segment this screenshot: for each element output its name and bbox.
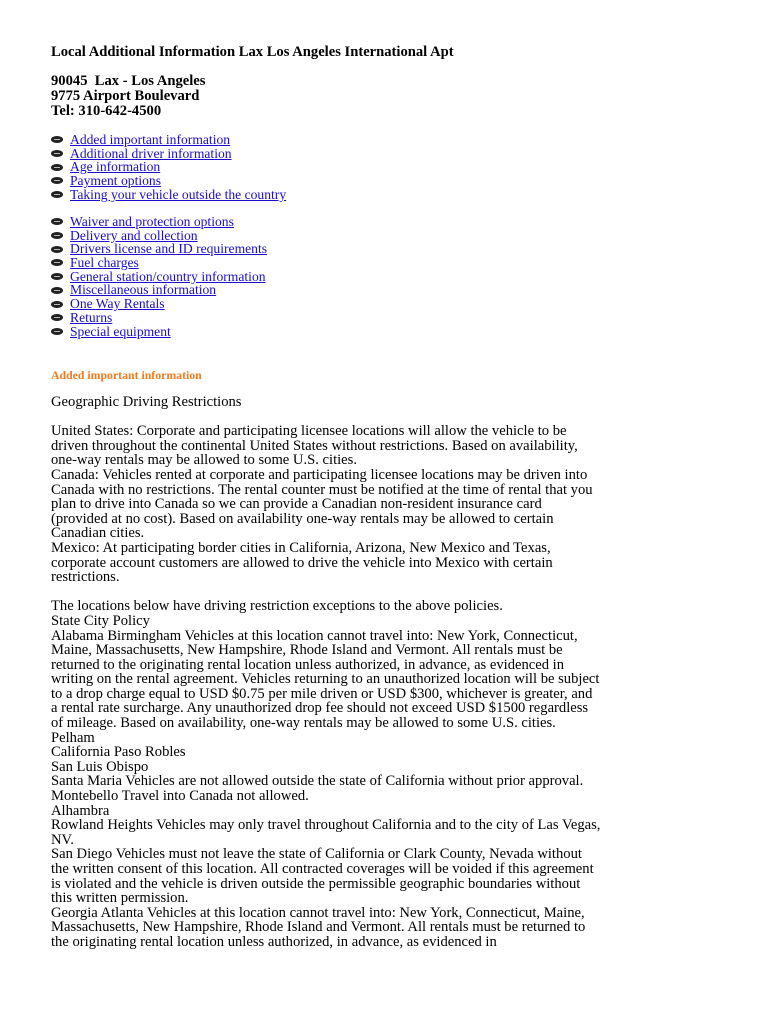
policy-table-header: State City Policy xyxy=(51,612,150,629)
paragraph-canada: Canada: Vehicles rented at corporate and participating licensee locations may be driven into Canada with no restrictions. The rental counter must be notified at the time of rental that you plan to drive into Canada so we can provide a Canadian non-resident insurance card (provided at no cost). Based on availability one-way rentals may be allowed to certain Canadian cities. xyxy=(51,466,593,542)
link-special-equipment[interactable]: Special equipment xyxy=(70,323,171,339)
list-item xyxy=(51,174,286,188)
list-item xyxy=(51,297,267,311)
address-line-street: 9775 Airport Boulevard xyxy=(51,88,200,104)
policy-alhambra: Alhambra xyxy=(51,802,110,819)
policy-california-paso-robles: California Paso Robles xyxy=(51,744,186,761)
list-item xyxy=(51,270,267,284)
policy-montebello: Montebello Travel into Canada not allowed. xyxy=(51,788,309,805)
bullet-icon xyxy=(51,301,63,308)
address-line-zip-city: 90045 Lax - Los Angeles xyxy=(51,73,206,89)
link-general-station-country-info[interactable]: General station/country information xyxy=(70,268,266,284)
link-added-important-information[interactable]: Added important information xyxy=(70,132,231,147)
link-miscellaneous-information[interactable]: Miscellaneous information xyxy=(70,282,217,298)
policy-santa-maria: Santa Maria Vehicles are not allowed outside the state of California without prior approval. xyxy=(51,773,584,790)
bullet-icon xyxy=(51,136,63,143)
page-title: Local Additional Information Lax Los Angeles International Apt xyxy=(51,44,454,60)
bullet-icon xyxy=(51,232,63,239)
bullet-icon xyxy=(51,218,63,225)
list-item xyxy=(51,311,267,325)
paragraph-exceptions: The locations below have driving restriction exceptions to the above policies. xyxy=(51,598,503,615)
paragraph-united-states: United States: Corporate and participating licensee locations will allow the vehicle to be driven throughout the continental United States without restrictions. Based on availability, one-way rentals may be allowed to some U.S. cities. xyxy=(51,423,578,469)
bullet-icon xyxy=(51,246,63,253)
link-delivery-collection[interactable]: Delivery and collection xyxy=(70,227,198,243)
list-item xyxy=(51,147,286,161)
list-item xyxy=(51,256,267,270)
policy-san-diego: San Diego Vehicles must not leave the state of California or Clark County, Nevada without the written consent of this location. All contracted coverages will be voided if this agreement is violated and the vehicle is driven outside the permissible geographic boundaries without this written permission. xyxy=(51,846,594,907)
bullet-icon xyxy=(51,314,63,321)
list-item xyxy=(51,215,267,229)
policy-alabama-birmingham: Alabama Birmingham Vehicles at this location cannot travel into: New York, Connecticut, Maine, Massachusetts, New Hampshire, Rhode Island and Vermont. All rentals must be returned to the originating rental location unless authorized, in advance, as evidenced in writing on the rental agreement. Vehicles returning to an unauthorized location will be subject to a drop charge equal to USD $0.75 per mile driven or USD $300, whichever is greater, and a rental rate surcharge. Any unauthorized drop fee should not exceed USD $1500 regardless of mileage. Based on availability, one-way rentals may be allowed to some U.S. cities. xyxy=(51,627,600,732)
bullet-icon xyxy=(51,164,63,171)
bullet-icon xyxy=(51,191,63,198)
link-payment-options[interactable]: Payment options xyxy=(70,173,162,189)
spacer xyxy=(51,585,601,600)
link-drivers-license-id[interactable]: Drivers license and ID requirements xyxy=(70,241,268,257)
list-item xyxy=(51,325,267,339)
station-address xyxy=(51,74,205,119)
policy-rowland-heights: Rowland Heights Vehicles may only travel throughout California and to the city of Las Vegas, NV. xyxy=(51,817,601,848)
section-heading: Added important information xyxy=(51,368,202,382)
list-item xyxy=(51,188,286,202)
list-item xyxy=(51,242,267,256)
link-one-way-rentals[interactable]: One Way Rentals xyxy=(70,296,165,312)
link-returns[interactable]: Returns xyxy=(70,309,113,325)
policy-georgia-atlanta: Georgia Atlanta Vehicles at this location cannot travel into: New York, Connecticut, Maine, Massachusetts, New Hampshire, Rhode Island and Vermont. All rentals must be returned to the originating rental location unless authorized, in advance, as evidenced in xyxy=(51,904,586,950)
policy-san-luis-obispo: San Luis Obispo xyxy=(51,758,149,775)
list-item xyxy=(51,229,267,243)
bullet-icon xyxy=(51,259,63,266)
info-links-group-2 xyxy=(51,215,267,338)
spacer xyxy=(51,410,601,425)
info-links-group-1 xyxy=(51,133,286,201)
list-item xyxy=(51,160,286,174)
link-taking-vehicle-outside-country[interactable]: Taking your vehicle outside the country xyxy=(70,186,287,202)
policy-pelham: Pelham xyxy=(51,729,95,746)
subheading: Geographic Driving Restrictions xyxy=(51,394,242,410)
list-item xyxy=(51,283,267,297)
list-item xyxy=(51,133,286,147)
link-waiver-protection-options[interactable]: Waiver and protection options xyxy=(70,214,234,229)
bullet-icon xyxy=(51,328,63,335)
bullet-icon xyxy=(51,150,63,157)
bullet-icon xyxy=(51,273,63,280)
link-additional-driver-information[interactable]: Additional driver information xyxy=(70,145,232,161)
paragraph-mexico: Mexico: At participating border cities in California, Arizona, New Mexico and Texas, corporate account customers are allowed to drive the vehicle into Mexico with certain restrictions. xyxy=(51,539,553,586)
phone-number: Tel: 310-642-4500 xyxy=(51,103,162,119)
link-age-information[interactable]: Age information xyxy=(70,159,161,175)
bullet-icon xyxy=(51,287,63,294)
link-fuel-charges[interactable]: Fuel charges xyxy=(70,255,139,271)
section-body xyxy=(51,395,601,950)
bullet-icon xyxy=(51,177,63,184)
